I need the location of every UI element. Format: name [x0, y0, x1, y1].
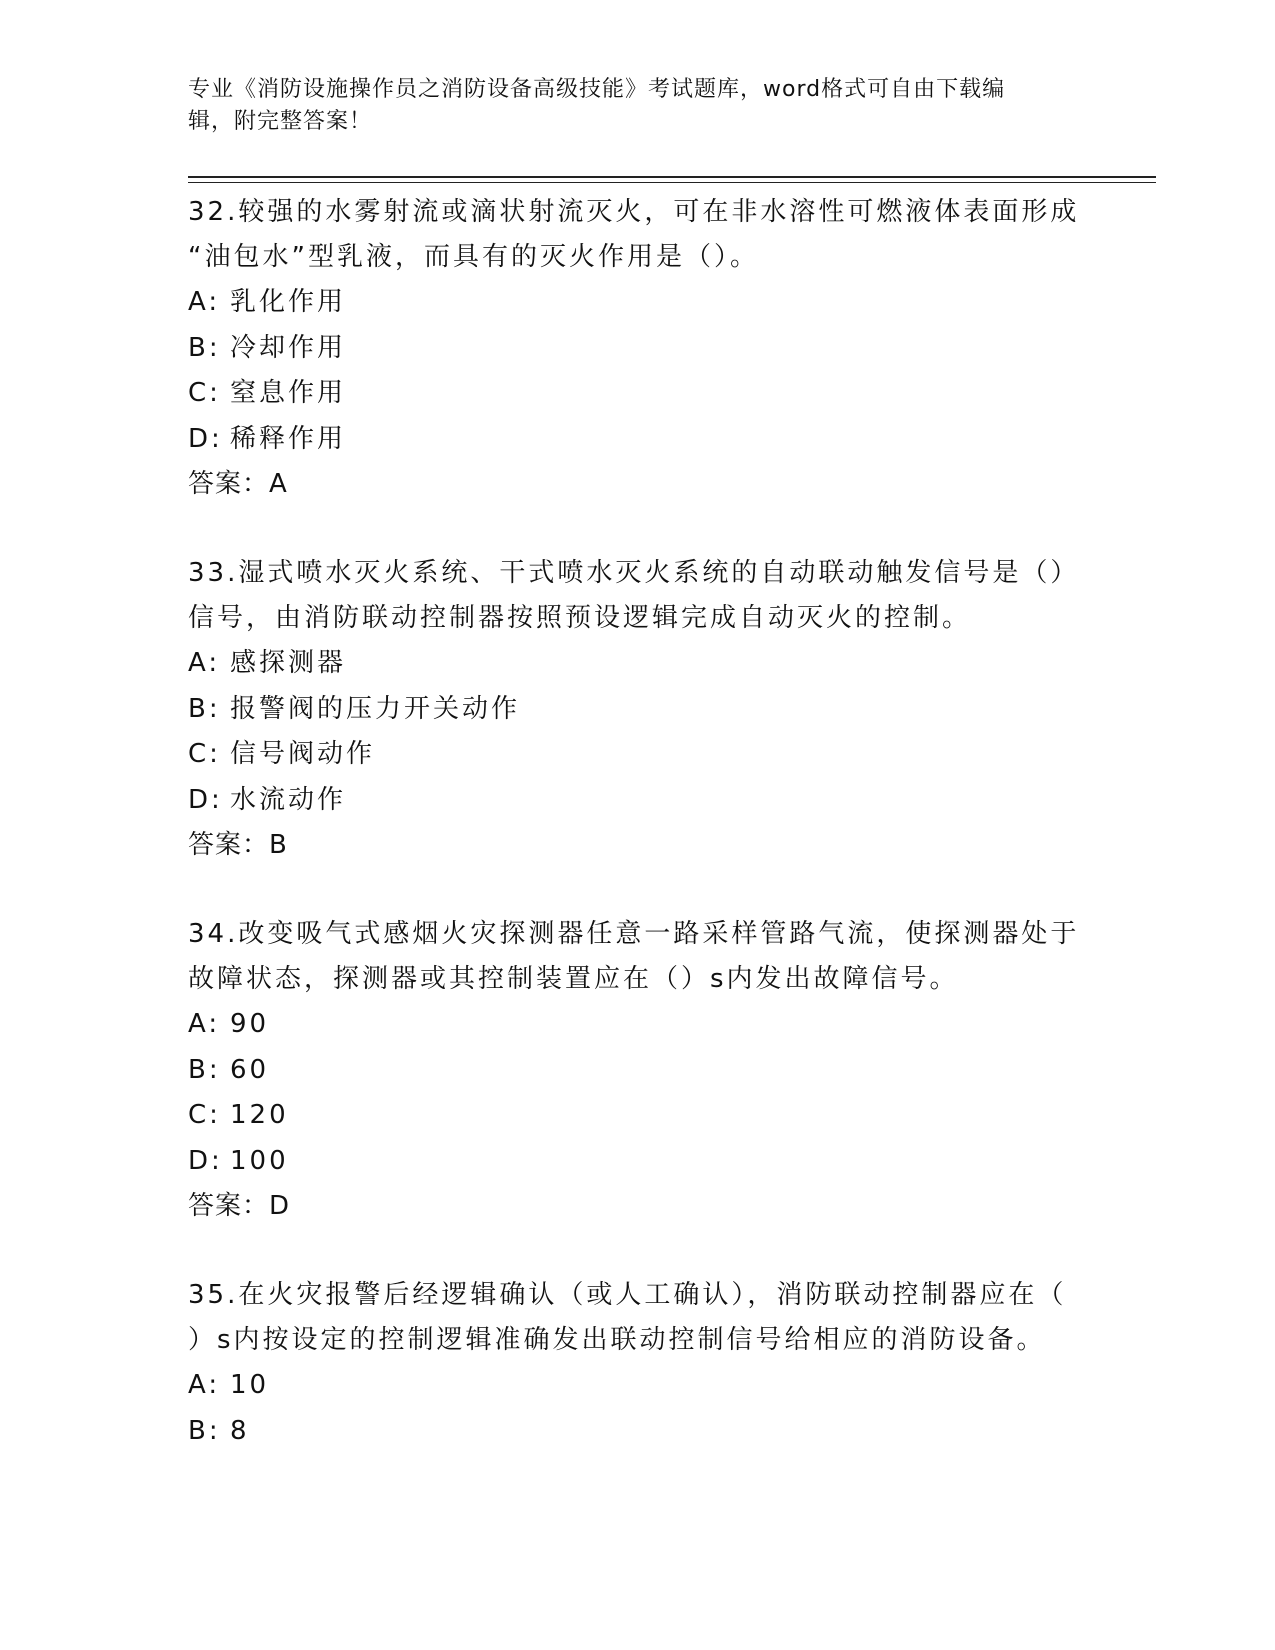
option-text: 90 [230, 1009, 270, 1039]
option-text: 窒息作用 [230, 378, 347, 408]
answer: 答案：A [188, 469, 288, 499]
option-text: 60 [230, 1054, 270, 1085]
option-key: C: [188, 1100, 221, 1130]
option-key: B: [188, 1054, 221, 1085]
option-key: A: [188, 648, 221, 678]
answer: 答案：B [188, 830, 288, 860]
option-key: B: [188, 332, 221, 363]
option-list [188, 1002, 1088, 1184]
option-a [188, 280, 1088, 326]
option-c [188, 732, 1088, 778]
option-text: 稀释作用 [230, 423, 347, 454]
option-a [188, 1363, 1088, 1409]
question-stem-line-2: 信号，由消防联动控制器按照预设逻辑完成自动灭火的控制。 [188, 603, 972, 633]
option-text: 120 [230, 1100, 289, 1130]
option-a [188, 641, 1088, 687]
option-b [188, 687, 1088, 733]
question-34 [188, 912, 1088, 1229]
option-b [188, 1409, 1088, 1455]
answer: 答案：D [188, 1191, 291, 1221]
option-key: B: [188, 1415, 221, 1446]
option-key: B: [188, 693, 221, 724]
option-text: 感探测器 [230, 648, 347, 678]
option-list [188, 1363, 1088, 1454]
header-divider-bottom [188, 182, 1156, 183]
header-line-2: 辑，附完整答案！ [188, 109, 373, 134]
document-header [188, 74, 1068, 138]
question-list [188, 190, 1088, 1498]
option-a [188, 1002, 1088, 1048]
option-text: 信号阀动作 [230, 739, 376, 769]
question-stem-line-1: 32.较强的水雾射流或滴状射流灭火，可在非水溶性可燃液体表面形成 [188, 197, 1080, 227]
option-text: 水流动作 [230, 784, 347, 815]
question-stem [188, 551, 1088, 641]
question-stem-line-1: 33.湿式喷水灭火系统、干式喷水灭火系统的自动联动触发信号是（） [188, 558, 1080, 588]
option-b [188, 326, 1088, 372]
header-line-1: 专业《消防设施操作员之消防设备高级技能》考试题库，word格式可自由下载编 [188, 77, 1006, 102]
option-text: 冷却作用 [230, 332, 347, 363]
option-key: D: [188, 423, 223, 454]
question-stem-line-2: “油包水”型乳液，而具有的灭火作用是（）。 [188, 242, 759, 272]
question-stem [188, 912, 1088, 1002]
question-stem-line-1: 35.在火灾报警后经逻辑确认（或人工确认），消防联动控制器应在（ [188, 1280, 1067, 1310]
question-stem [188, 190, 1088, 280]
option-c [188, 1093, 1088, 1139]
option-key: C: [188, 739, 221, 769]
option-d [188, 1139, 1088, 1185]
option-key: A: [188, 1370, 221, 1400]
option-list [188, 641, 1088, 823]
question-stem [188, 1273, 1088, 1363]
option-d [188, 417, 1088, 463]
option-d [188, 778, 1088, 824]
question-stem-line-2: ）s内按设定的控制逻辑准确发出联动控制信号给相应的消防设备。 [188, 1325, 1046, 1355]
question-stem-line-1: 34.改变吸气式感烟火灾探测器任意一路采样管路气流，使探测器处于 [188, 919, 1080, 949]
header-divider-top [188, 176, 1156, 178]
option-text: 100 [230, 1145, 289, 1176]
option-key: C: [188, 378, 221, 408]
option-b [188, 1048, 1088, 1094]
option-key: D: [188, 1145, 223, 1176]
option-text: 8 [230, 1415, 250, 1446]
option-key: D: [188, 784, 223, 815]
question-32 [188, 190, 1088, 507]
option-c [188, 371, 1088, 417]
option-text: 乳化作用 [230, 287, 347, 317]
question-35 [188, 1273, 1088, 1454]
option-list [188, 280, 1088, 462]
option-text: 报警阀的压力开关动作 [230, 693, 521, 724]
question-stem-line-2: 故障状态，探测器或其控制装置应在（）s内发出故障信号。 [188, 964, 959, 994]
question-33 [188, 551, 1088, 868]
option-key: A: [188, 1009, 221, 1039]
option-key: A: [188, 287, 221, 317]
option-text: 10 [230, 1370, 270, 1400]
